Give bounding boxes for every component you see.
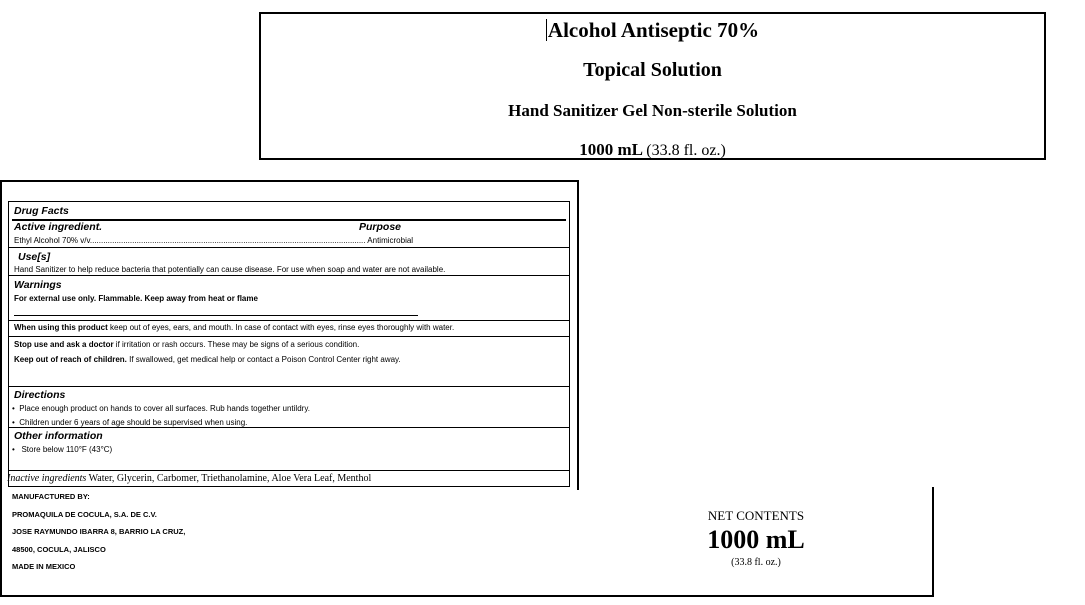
divider xyxy=(9,336,569,337)
divider xyxy=(9,386,569,387)
divider xyxy=(9,427,569,428)
divider xyxy=(14,315,418,316)
product-subtitle: Topical Solution xyxy=(583,59,722,81)
manufacturer-address: JOSE RAYMUNDO IBARRA 8, BARRIO LA CRUZ, xyxy=(12,527,186,536)
when-using-text: When using this product keep out of eyes, ears, and mouth. In case of contact with eyes, rinse eyes thoroughly with water. xyxy=(14,323,455,332)
uses-heading: Use[s] xyxy=(18,251,51,263)
net-contents-label: NET CONTENTS xyxy=(707,508,805,523)
stop-use-text: Stop use and ask a doctor if irritation or rash occurs. These may be signs of a serious condition. xyxy=(14,340,360,349)
country-of-origin: MADE IN MEXICO xyxy=(12,562,76,571)
product-volume: 1000 mL (33.8 fl. oz.) xyxy=(579,140,726,159)
dot-leader: ............................................................................................................................ xyxy=(89,236,366,245)
warnings-text: For external use only. Flammable. Keep away from heat or flame xyxy=(14,294,258,303)
other-information-heading: Other information xyxy=(14,430,103,442)
divider xyxy=(9,247,569,248)
text-cursor xyxy=(546,19,547,41)
warnings-heading: Warnings xyxy=(14,279,62,291)
drug-facts-box xyxy=(8,201,570,487)
product-title: Alcohol Antiseptic 70% xyxy=(547,18,760,42)
active-ingredient-name: Ethyl Alcohol 70% v/v xyxy=(14,236,90,245)
keep-out-of-reach-text: Keep out of reach of children. If swallowed, get medical help or contact a Poison Control Center right away. xyxy=(14,355,401,364)
purpose-heading: Purpose xyxy=(359,221,402,233)
manufacturer-line: MANUFACTURED BY: xyxy=(12,492,90,501)
drug-facts-title: Drug Facts xyxy=(14,205,69,217)
uses-text: Hand Sanitizer to help reduce bacteria that potentially can cause disease. For use when soap and water are not available. xyxy=(14,265,446,274)
other-information-item: • Store below 110°F (43°C) xyxy=(12,445,113,454)
product-volume-oz: (33.8 fl. oz.) xyxy=(646,142,726,159)
manufacturer-city: 48500, COCULA, JALISCO xyxy=(12,544,106,554)
product-description: Hand Sanitizer Gel Non-sterile Solution xyxy=(508,101,797,120)
active-ingredient-purpose: Antimicrobial xyxy=(367,236,414,245)
principal-display-panel xyxy=(259,12,1046,160)
directions-heading: Directions xyxy=(14,389,66,401)
directions-item: • Children under 6 years of age should be supervised when using. xyxy=(12,418,248,427)
net-contents-volume: 1000 mL xyxy=(707,525,805,554)
manufacturer-info xyxy=(12,492,185,580)
divider xyxy=(9,320,569,321)
manufacturer-name: PROMAQUILA DE COCULA, S.A. DE C.V. xyxy=(12,509,157,519)
directions-item: • Place enough product on hands to cover all surfaces. Rub hands together untildry. xyxy=(12,404,310,413)
net-contents-oz: (33.8 fl. oz.) xyxy=(731,557,781,568)
net-contents xyxy=(660,508,852,568)
divider xyxy=(9,275,569,276)
divider xyxy=(9,470,569,471)
active-ingredient-heading: Active ingredient. xyxy=(14,221,103,233)
inactive-ingredients: Inactive ingredients Water, Glycerin, Carbomer, Triethanolamine, Aloe Vera Leaf, Menthol xyxy=(7,473,372,484)
active-ingredient-row xyxy=(14,236,413,245)
